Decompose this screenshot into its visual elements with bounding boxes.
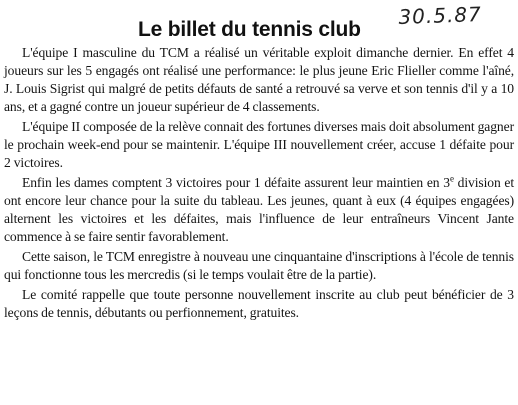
handwritten-date: 30.5.87 — [398, 2, 483, 29]
paragraph-equipe-1: L'équipe I masculine du TCM a réalisé un véritable exploit dimanche dernier. En effet 4 joueurs sur les 5 engagés ont réalisé une performance: le plus jeune Eric Flieller comme l'aîné, J. Louis Sigrist qui malgré de petits défauts de santé a retrouvé sa verve et son tennis d'il y a 10 ans, et a gagné contre un joueur supérieur de 4 classements. — [4, 45, 514, 114]
ordinal-superscript: e — [449, 173, 454, 184]
paragraph-dames-text-start: Enfin les dames comptent 3 victoires pour 1 défaite assurent leur maintien en 3 — [22, 175, 450, 190]
article-body — [4, 44, 514, 324]
paragraph-comite: Le comité rappelle que toute personne nouvellement inscrite au club peut bénéficier de 3 leçons de tennis, débutants ou perfionnement, gratuites. — [4, 287, 514, 320]
paragraph-dames-text-end: division et ont encore leur chance pour la suite du tableau. Les jeunes, quant à eux (4 équipes engagées) alternent les victoires et les défaites, mais l'influence de leur entraîneurs Vincent Jante commence à se faire sentir favorablement. — [4, 175, 514, 244]
paragraph-dames — [4, 174, 514, 246]
paragraph-equipe-2: L'équipe II composée de la relève connait des fortunes diverses mais doit absolument gagner le prochain week-end pour se maintenir. L'équipe III nouvellement créer, accuse 1 défaite pour 2 victoires. — [4, 119, 514, 170]
paragraph-ecole-tennis: Cette saison, le TCM enregistre à nouveau une cinquantaine d'inscriptions à l'école de tennis qui fonctionne tous les mercredis (si le temps voulait être de la partie). — [4, 249, 514, 282]
clipping-header — [0, 2, 518, 41]
headline: Le billet du tennis club — [138, 18, 361, 41]
